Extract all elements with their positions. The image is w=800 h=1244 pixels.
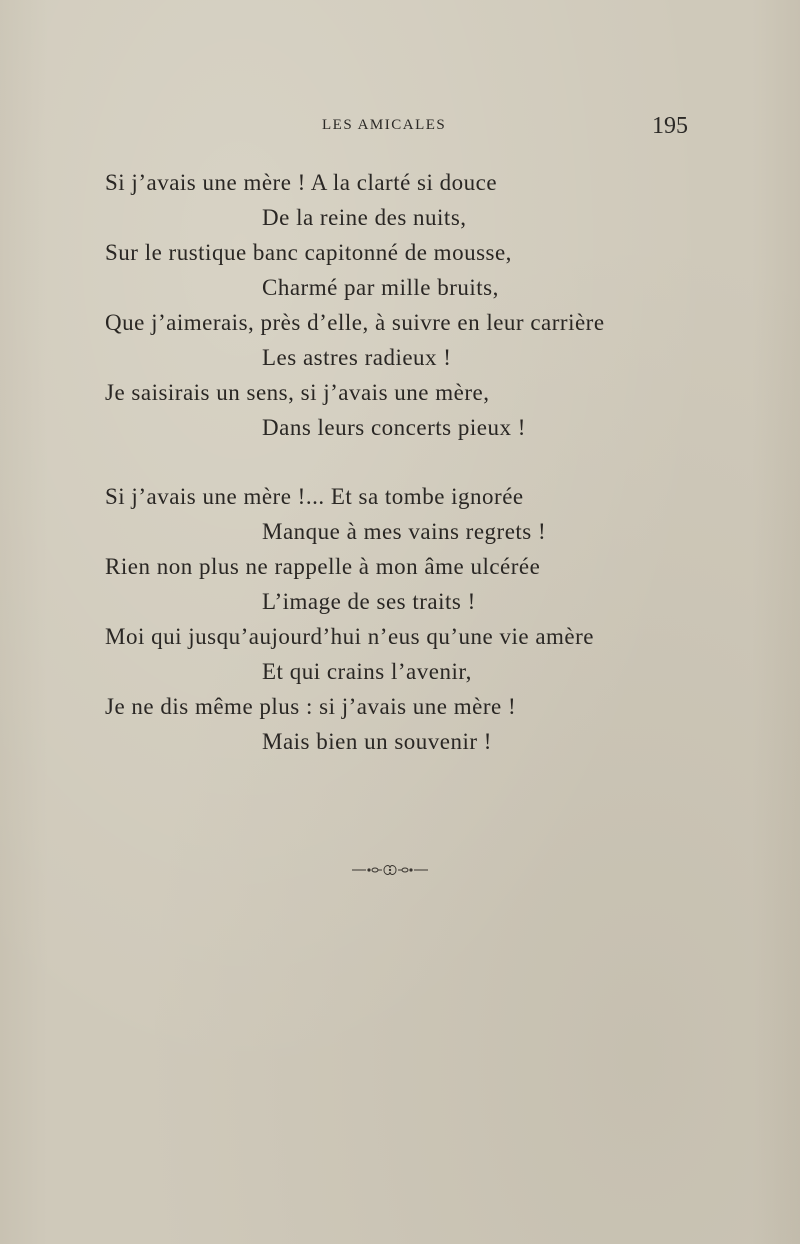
verse-line: Moi qui jusqu’aujourd’hui n’eus qu’une vie amère <box>105 624 594 649</box>
verse-line: Mais bien un souvenir ! <box>262 729 492 754</box>
verse-line: Charmé par mille bruits, <box>262 275 499 300</box>
running-title: LES AMICALES <box>322 117 447 133</box>
verse-line: L’image de ses traits ! <box>262 589 476 614</box>
verse-line: Et qui crains l’avenir, <box>262 659 472 684</box>
verse-line: Rien non plus ne rappelle à mon âme ulcérée <box>105 554 541 579</box>
verse-line: Je ne dis même plus : si j’avais une mère ! <box>105 694 517 719</box>
verse-line: Si j’avais une mère ! A la clarté si douce <box>105 170 498 195</box>
page-number: 195 <box>652 113 688 139</box>
verse-line: De la reine des nuits, <box>262 205 467 230</box>
verse-line: Si j’avais une mère !... Et sa tombe ignorée <box>105 484 524 509</box>
verse-line: Les astres radieux ! <box>262 345 452 370</box>
verse-line: Que j’aimerais, près d’elle, à suivre en leur carrière <box>105 310 605 335</box>
verse-line: Je saisirais un sens, si j’avais une mère, <box>105 380 490 405</box>
verse-line: Sur le rustique banc capitonné de mousse, <box>105 240 512 265</box>
fleuron-ornament-icon <box>350 862 430 878</box>
verse-line: Dans leurs concerts pieux ! <box>262 415 526 440</box>
running-head <box>0 114 800 138</box>
verse-line: Manque à mes vains regrets ! <box>262 519 547 544</box>
